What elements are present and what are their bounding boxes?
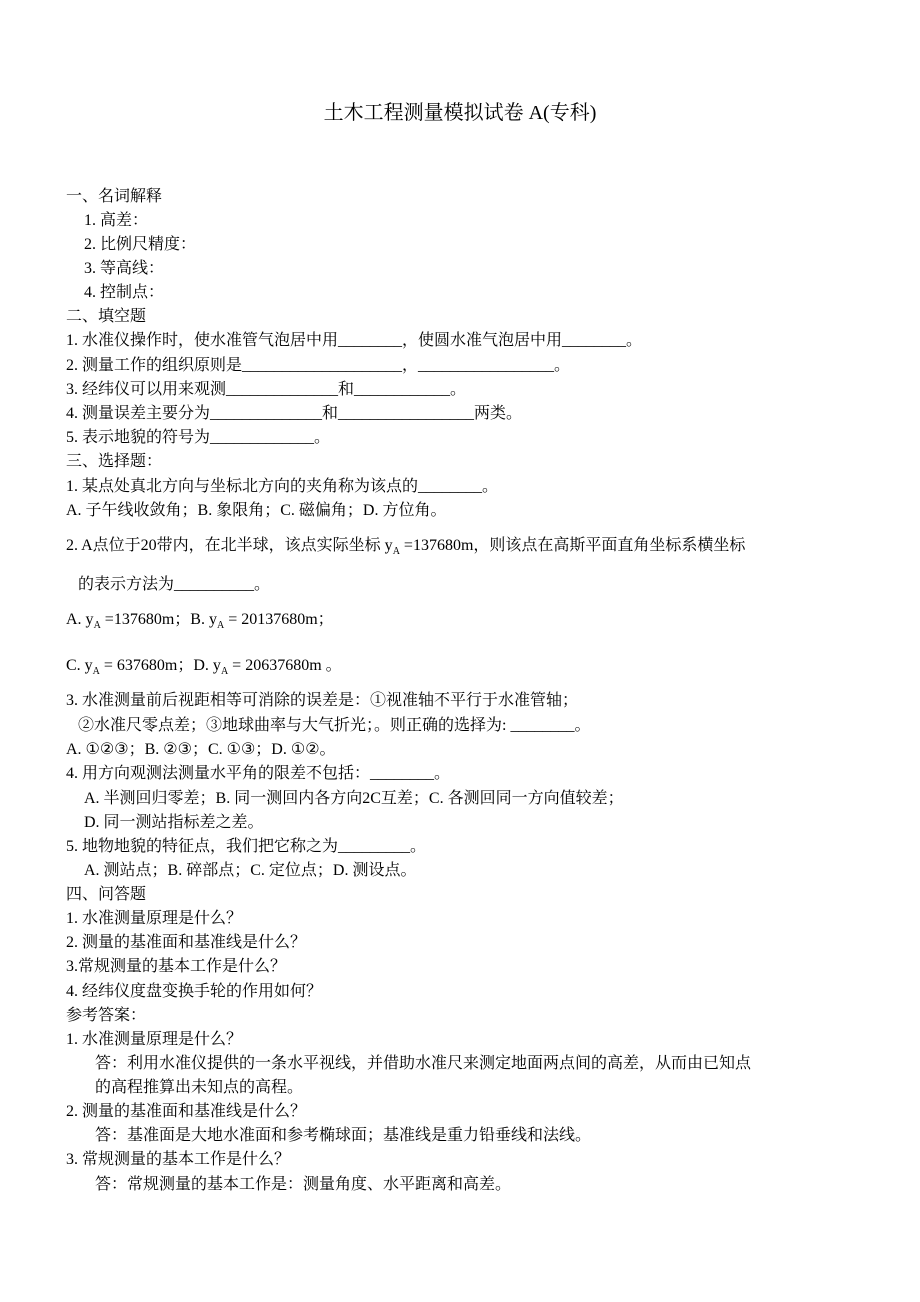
section-heading: 一、名词解释	[66, 188, 163, 205]
option-text: = 637680m；D. y	[99, 657, 221, 674]
fill-question: 2. 测量工作的组织原则是____________________，_________________。	[66, 357, 571, 374]
essay-question: 1. 水准测量原理是什么？	[66, 910, 243, 927]
fill-question: 1. 水准仪操作时，使水准管气泡居中用________，使圆水准气泡居中用________。	[66, 332, 643, 349]
choice-options	[66, 656, 342, 682]
term-item: 3. 等高线：	[84, 260, 165, 277]
option-subscript: A	[93, 620, 101, 632]
section-heading: 三、选择题：	[66, 453, 163, 470]
section-heading: 四、问答题	[66, 886, 147, 903]
option-text: =137680m；B. y	[100, 611, 217, 628]
term-item: 2. 比例尺精度：	[84, 236, 197, 253]
answer-text: 的高程推算出未知点的高程。	[95, 1079, 304, 1096]
fill-question: 5. 表示地貌的符号为_____________。	[66, 429, 331, 446]
essay-question: 2. 测量的基准面和基准线是什么？	[66, 934, 307, 951]
answer-question: 2. 测量的基准面和基准线是什么？	[66, 1103, 307, 1120]
choice-options: A. 半测回归零差；B. 同一测回内各方向2C互差；C. 各测回同一方向值较差；	[84, 790, 624, 807]
choice-question: 1. 某点处真北方向与坐标北方向的夹角称为该点的________。	[66, 478, 499, 495]
q2-text: =137680m，则该点在高斯平面直角坐标系横坐标	[399, 537, 746, 554]
term-item: 4. 控制点：	[84, 284, 165, 301]
choice-options: A. 测站点；B. 碎部点；C. 定位点；D. 测设点。	[84, 862, 417, 879]
choice-question: 4. 用方向观测法测量水平角的限差不包括：________。	[66, 765, 451, 782]
choice-question-cont: 的表示方法为__________。	[78, 576, 271, 593]
answer-question: 3. 常规测量的基本工作是什么？	[66, 1151, 291, 1168]
term-item: 1. 高差：	[84, 212, 149, 229]
choice-options: A. ①②③；B. ②③；C. ①③；D. ①②。	[66, 741, 336, 758]
answer-text: 答：基准面是大地水准面和参考椭球面；基准线是重力铅垂线和法线。	[95, 1127, 592, 1144]
answer-text: 答：常规测量的基本工作是：测量角度、水平距离和高差。	[95, 1176, 512, 1193]
option-text: = 20137680m；	[224, 611, 334, 628]
q2-text: 2. A点位于20带内，在北半球，该点实际坐标 y	[66, 537, 393, 554]
choice-options: A. 子午线收敛角；B. 象限角；C. 磁偏角；D. 方位角。	[66, 502, 447, 519]
answer-text: 答：利用水准仪提供的一条水平视线，并借助水准尺来测定地面两点间的高差，从而由已知点	[95, 1055, 752, 1072]
q2-subscript: A	[392, 546, 400, 558]
choice-options	[66, 610, 334, 636]
page-title: 土木工程测量模拟试卷 A(专科)	[323, 102, 597, 124]
section-heading: 二、填空题	[66, 308, 147, 325]
choice-question: 3. 水准测量前后视距相等可消除的误差是：①视准轴不平行于水准管轴；	[66, 692, 579, 709]
choice-options: D. 同一测站指标差之差。	[84, 814, 264, 831]
fill-question: 4. 测量误差主要分为______________和_________________两类。	[66, 405, 523, 422]
essay-question: 4. 经纬仪度盘变换手轮的作用如何？	[66, 983, 323, 1000]
essay-question: 3.常规测量的基本工作是什么？	[66, 958, 287, 975]
fill-question: 3. 经纬仪可以用来观测______________和____________。	[66, 381, 467, 398]
option-text: A. y	[66, 611, 94, 628]
choice-question-cont: ②水准尺零点差；③地球曲率与大气折光；。则正确的选择为: ________。	[78, 717, 591, 734]
option-text: C. y	[66, 657, 93, 674]
option-text: = 20637680m 。	[228, 657, 342, 674]
choice-question: 5. 地物地貌的特征点，我们把它称之为_________。	[66, 838, 427, 855]
choice-question	[66, 536, 745, 562]
option-subscript: A	[216, 620, 225, 632]
answer-question: 1. 水准测量原理是什么？	[66, 1031, 243, 1048]
option-subscript: A	[220, 666, 229, 678]
section-heading: 参考答案：	[66, 1007, 147, 1024]
option-subscript: A	[92, 666, 100, 678]
